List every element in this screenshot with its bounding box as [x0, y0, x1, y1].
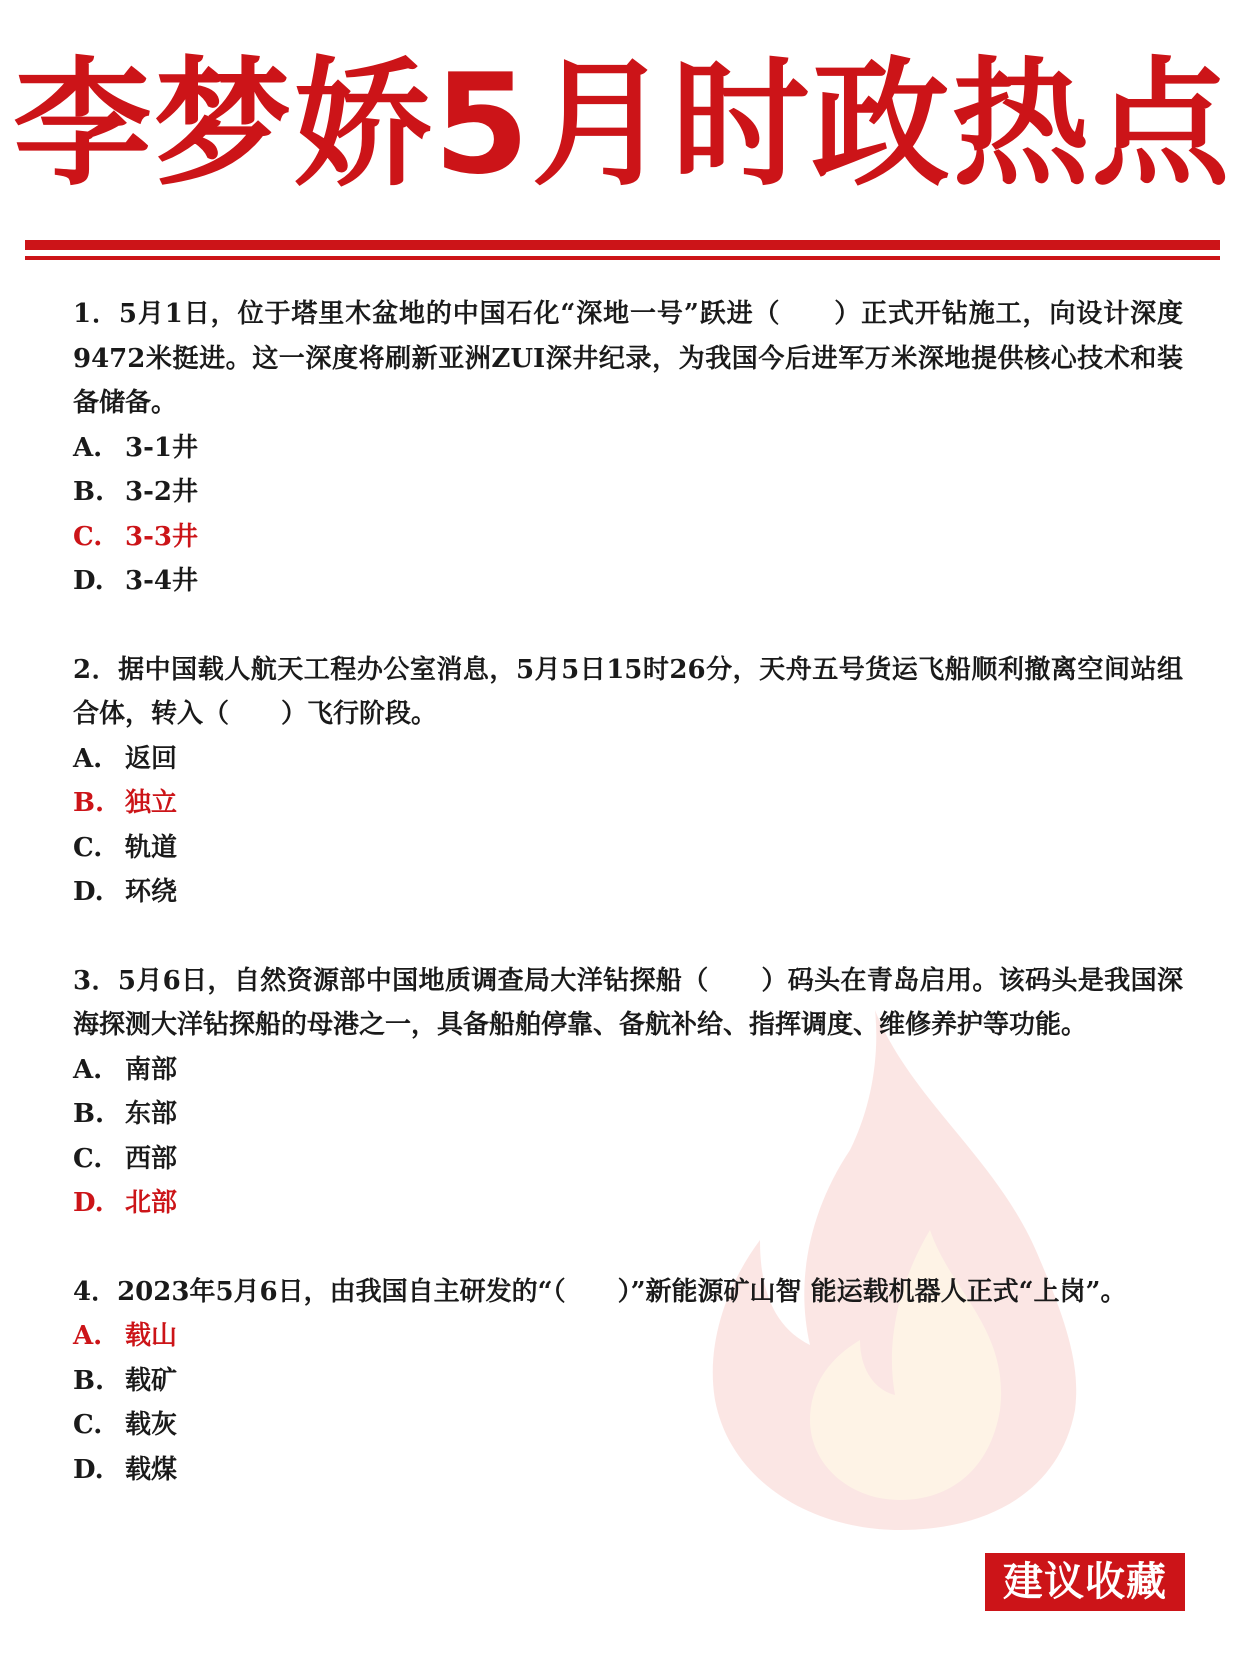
question-stem: 4．2023年5月6日，由我国自主研发的“（ ）”新能源矿山智 能运载机器人正式“上岗”。 [73, 1276, 1127, 1307]
option-letter: C. [73, 1143, 103, 1174]
option-c [73, 515, 1183, 560]
option-text: 3-2井 [125, 477, 198, 507]
option-text: 南部 [125, 1054, 178, 1085]
option-b [73, 781, 1183, 826]
option-text: 载矿 [125, 1365, 178, 1396]
option-text: 载灰 [125, 1410, 178, 1440]
option-d [73, 559, 1183, 604]
option-a [73, 426, 1183, 471]
option-b [73, 1092, 1183, 1137]
option-text: 3-1井 [125, 432, 198, 463]
option-letter: C. [73, 1410, 103, 1440]
option-letter: B. [73, 1099, 105, 1129]
option-letter: D. [73, 1188, 104, 1218]
question-1 [73, 292, 1183, 604]
option-letter: B. [73, 1365, 105, 1396]
option-letter: C. [73, 832, 103, 863]
question-4 [73, 1270, 1183, 1493]
option-letter: D. [73, 877, 104, 907]
bookmark-badge: 建议收藏 [985, 1553, 1185, 1611]
question-stem: 1．5月1日，位于塔里木盆地的中国石化“深地一号”跃进（ ）正式开钻施工，向设计深度9472米挺进。这一深度将刷新亚洲ZUI深井纪录，为我国今后进军万米深地提供核心技术和装备储备。 [73, 299, 1183, 418]
question-stem: 2．据中国载人航天工程办公室消息，5月5日15时26分，天舟五号货运飞船顺利撤离空间站组合体，转入（ ）飞行阶段。 [73, 654, 1183, 729]
option-a [73, 737, 1183, 782]
question-2 [73, 648, 1183, 915]
option-c [73, 826, 1183, 871]
title-divider-thin [25, 256, 1220, 260]
option-text: 载山 [125, 1321, 178, 1351]
title-divider-thick [25, 240, 1220, 250]
question-list [73, 292, 1183, 1536]
option-c [73, 1137, 1183, 1182]
option-text: 3-3井 [125, 521, 198, 552]
option-text: 返回 [125, 743, 178, 774]
option-text: 轨道 [125, 832, 178, 863]
option-letter: D. [73, 1454, 104, 1485]
option-letter: A. [73, 1054, 103, 1085]
option-d [73, 1181, 1183, 1226]
option-c [73, 1403, 1183, 1448]
option-letter: D. [73, 566, 104, 596]
option-text: 独立 [125, 788, 178, 818]
option-text: 东部 [125, 1099, 178, 1129]
option-d [73, 870, 1183, 915]
option-text: 西部 [125, 1143, 178, 1174]
option-text: 载煤 [125, 1454, 178, 1485]
option-d [73, 1448, 1183, 1493]
page-title: 李梦娇5月时政热点 [13, 44, 1232, 205]
option-b [73, 1359, 1183, 1404]
option-letter: A. [73, 1321, 103, 1351]
option-a [73, 1314, 1183, 1359]
option-text: 环绕 [125, 877, 178, 907]
option-letter: B. [73, 477, 105, 507]
option-letter: B. [73, 788, 105, 818]
option-text: 3-4井 [125, 566, 198, 596]
option-letter: C. [73, 521, 103, 552]
option-letter: A. [73, 432, 103, 463]
option-text: 北部 [125, 1188, 178, 1218]
option-letter: A. [73, 743, 103, 774]
option-a [73, 1048, 1183, 1093]
question-stem: 3．5月6日，自然资源部中国地质调查局大洋钻探船（ ）码头在青岛启用。该码头是我国深海探测大洋钻探船的母港之一，具备船舶停靠、备航补给、指挥调度、维修养护等功能。 [73, 965, 1183, 1040]
question-3 [73, 959, 1183, 1226]
option-b [73, 470, 1183, 515]
